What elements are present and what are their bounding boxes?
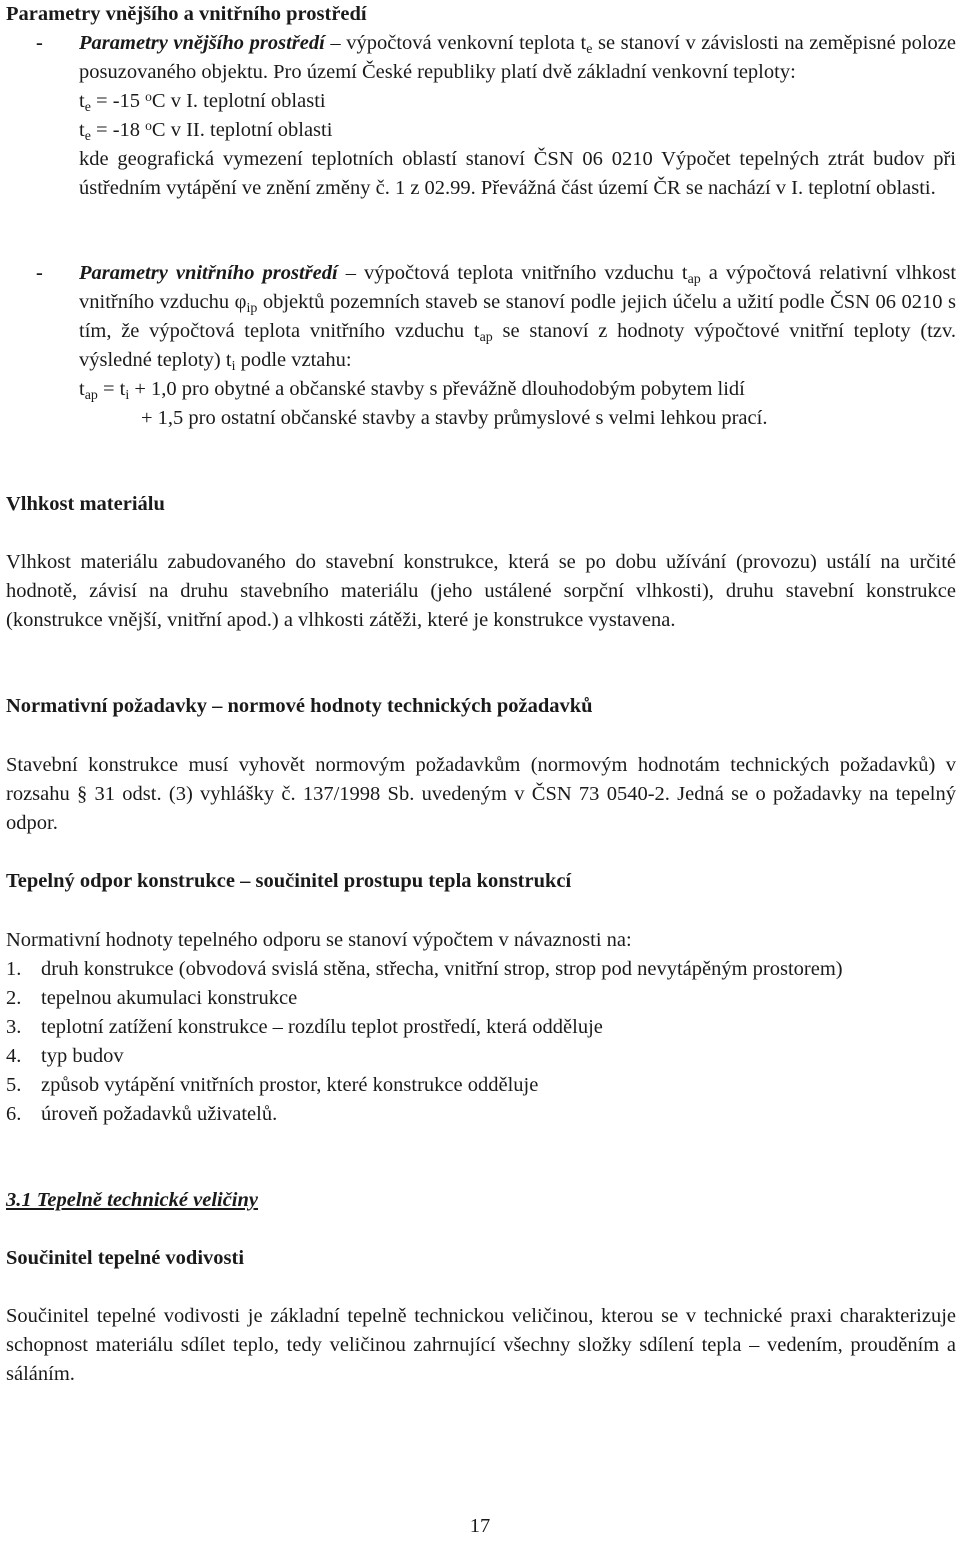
moisture-paragraph: Vlhkost materiálu zabudovaného do stavební konstrukce, která se po dobu užívání (provozu) ustálí na určité hodnotě, závisí na druhu stavebního materiálu (jeho ustálené sorpční vlhkosti), druhu stavební konstrukce (konstrukce vnější, vnitřní apod.) a vlhkosti zátěži, které je konstrukce vystavena. bbox=[6, 551, 956, 631]
list-dash: - bbox=[36, 262, 43, 284]
temperature-line-1: $t_e = -15$ $^o$C v I. teplotní oblasti bbox=[79, 88, 326, 115]
list-dash: - bbox=[36, 32, 43, 54]
formula-line-1: $t_{ap} = t_i + 1,0$ pro obytné a občanské stavby s převážně dlouhodobým pobytem lidí bbox=[79, 378, 745, 403]
list-item: 2. tepelnou akumulaci konstrukce bbox=[6, 987, 298, 1009]
section-heading-parameters: Parametry vnějšího a vnitřního prostředí bbox=[6, 3, 367, 25]
requirements-paragraph: Stavební konstrukce musí vyhovět normovým požadavkům (normovým hodnotám technických požadavků) v rozsahu § 31 odst. (3) vyhlášky č. 137/1998 Sb. uvedeným v ČSN 73 0540-2. Jedná se o požadavky na tepelný odpor. bbox=[6, 754, 956, 834]
term-outer-parameters: Parametry vnějšího prostředí bbox=[79, 32, 325, 54]
temperature-region-note: kde geografická vymezení teplotních oblastí stanoví ČSN 06 0210 Výpočet tepelných ztrát budov při ústředním vytápění ve znění změny č. 1 z 02.99. Převážná část území ČR se nachází v I. teplotní oblasti. bbox=[79, 148, 956, 199]
thermal-resistance-intro: Normativní hodnoty tepelného odporu se stanoví výpočtem v návaznosti na: bbox=[6, 929, 632, 951]
section-heading-moisture: Vlhkost materiálu bbox=[6, 493, 165, 515]
list-item: 5. způsob vytápění vnitřních prostor, které konstrukce odděluje bbox=[6, 1074, 539, 1096]
temperature-line-2: $t_e = -18$ $^o$C v II. teplotní oblasti bbox=[79, 117, 333, 144]
list-item: 4. typ budov bbox=[6, 1045, 124, 1067]
requirements-list bbox=[6, 955, 956, 1129]
inner-parameters-paragraph: Parametry vnitřního prostředí – výpočtová teplota vnitřního vzduchu $t_{ap}$ a výpočtová relativní vlhkost vnitřního vzduchu $\varphi_{ip}$ objektů pozemních staveb se stanoví podle jejich účelu a užití podle ČSN 06 0210 s tím, že výpočtová teplota vnitřního vzduchu $t_{ap}$ se stanoví z hodnoty výpočtové vnitřní teploty (tzv. výsledné teploty) $t_i$ podle vztahu: bbox=[79, 262, 957, 374]
list-item-outer-parameters bbox=[6, 29, 956, 203]
section-heading-thermal-resistance: Tepelný odpor konstrukce – součinitel prostupu tepla konstrukcí bbox=[6, 870, 572, 892]
list-item: 1. druh konstrukce (obvodová svislá stěna, střecha, vnitřní strop, strop pod nevytápěným prostorem) bbox=[6, 958, 843, 980]
section-heading-requirements: Normativní požadavky – normové hodnoty technických požadavků bbox=[6, 695, 593, 717]
list-item-inner-parameters bbox=[6, 259, 956, 433]
term-inner-parameters: Parametry vnitřního prostředí bbox=[79, 262, 338, 284]
list-item: 6. úroveň požadavků uživatelů. bbox=[6, 1103, 278, 1125]
formula-line-2: + 1,5 pro ostatní občanské stavby a stavby průmyslové s velmi lehkou prací. bbox=[141, 407, 768, 429]
section-heading-conductivity: Součinitel tepelné vodivosti bbox=[6, 1247, 245, 1269]
chapter-heading: 3.1 Tepelně technické veličiny bbox=[6, 1189, 259, 1211]
list-item: 3. teplotní zatížení konstrukce – rozdílu teplot prostředí, která odděluje bbox=[6, 1016, 603, 1038]
conductivity-paragraph: Součinitel tepelné vodivosti je základní tepelně technickou veličinou, kterou se v technické praxi charakterizuje schopnost materiálu sdílet teplo, tedy veličinou zahrnující všechny složky sdílení tepla – vedením, prouděním a sáláním. bbox=[6, 1305, 956, 1385]
outer-parameters-paragraph: Parametry vnějšího prostředí – výpočtová venkovní teplota $t_e$ se stanoví v závislosti na zeměpisné poloze posuzovaného objektu. Pro území České republiky platí dvě základní venkovní teploty: bbox=[79, 32, 957, 83]
page-number: 17 bbox=[469, 1515, 491, 1537]
